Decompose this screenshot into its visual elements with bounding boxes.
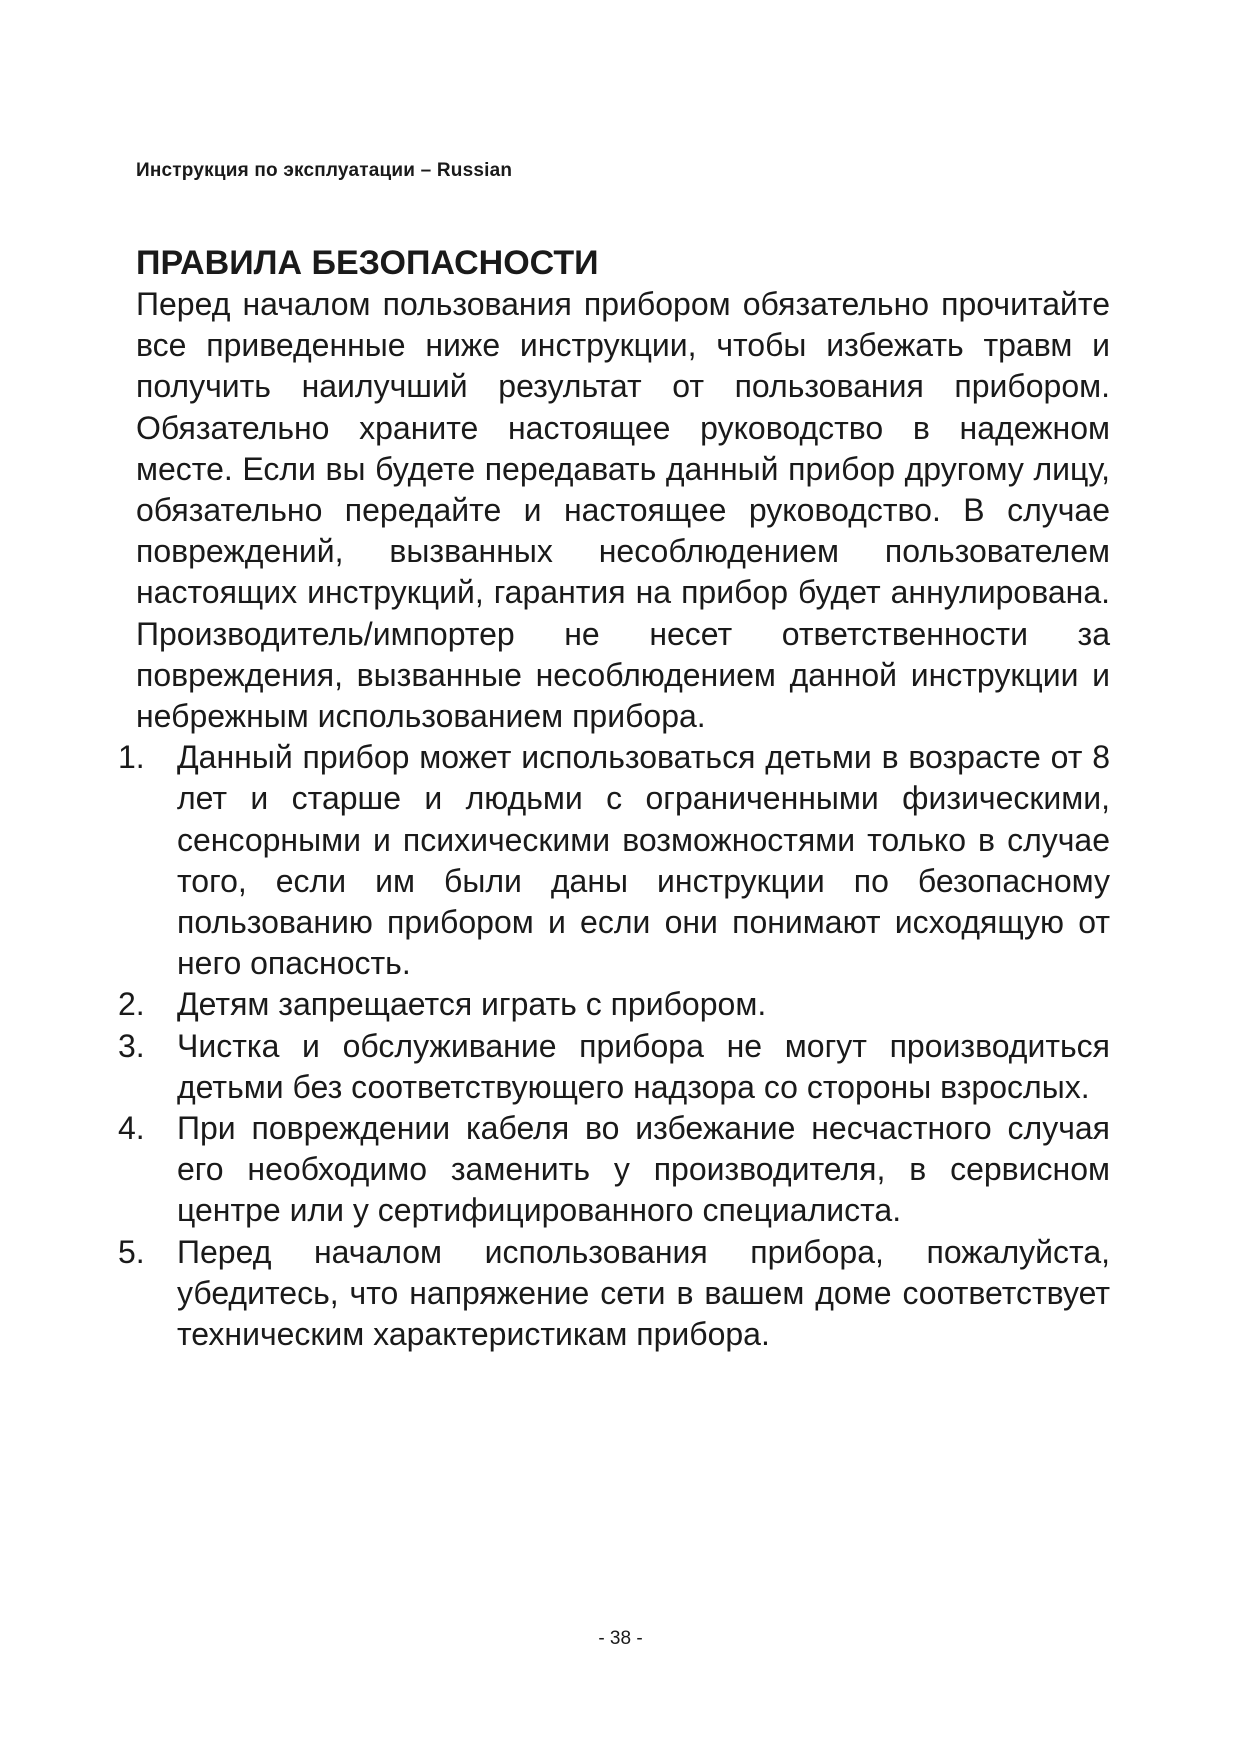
page-header: Инструкция по эксплуатации – Russian	[136, 160, 513, 181]
rule-item	[118, 737, 1110, 984]
rule-number: 1.	[118, 739, 145, 776]
rule-text: Детям запрещается играть с прибором.	[177, 986, 767, 1023]
rule-item	[118, 1232, 1110, 1356]
rule-item	[118, 1026, 1110, 1108]
page-number: - 38 -	[598, 1628, 643, 1649]
rule-text: Чистка и обслуживание прибора не могут производиться детьми без соответствующего надзора со стороны взрослых.	[177, 1027, 1110, 1105]
rule-text: Данный прибор может использоваться детьми в возрасте от 8 лет и старше и людьми с ограниченными физическими, сенсорными и психическими возможностями только в случае того, если им были даны инструкции по безопасному пользованию прибором и если они понимают исходящую от него опасность.	[177, 739, 1110, 982]
rule-text: Перед началом использования прибора, пожалуйста, убедитесь, что напряжение сети в вашем доме соответствует техническим характеристикам прибора.	[177, 1233, 1110, 1353]
intro-paragraph: Перед началом пользования прибором обязательно прочитайте все приведенные ниже инструкции, чтобы избежать травм и получить наилучший результат от пользования прибором. Обязательно храните настоящее руководство в надежном месте. Если вы будете передавать данный прибор другому лицу, обязательно передайте и настоящее руководство. В случае повреждений, вызванных несоблюдением пользователем настоящих инструкций, гарантия на прибор будет аннулирована. Производитель/импортер не несет ответственности за повреждения, вызванные несоблюдением данной инструкции и небрежным использованием прибора.	[136, 286, 1110, 735]
rule-number: 4.	[118, 1110, 145, 1147]
rule-text: При повреждении кабеля во избежание несчастного случая его необходимо заменить у производителя, в сервисном центре или у сертифицированного специалиста.	[177, 1110, 1110, 1229]
rule-item	[118, 984, 1110, 1025]
rule-number: 5.	[118, 1233, 145, 1270]
safety-section	[118, 242, 1110, 1355]
rule-number: 3.	[118, 1027, 145, 1064]
rule-number: 2.	[118, 986, 145, 1023]
rule-item	[118, 1108, 1110, 1232]
safety-rules-list	[118, 737, 1110, 1355]
section-title: ПРАВИЛА БЕЗОПАСНОСТИ	[136, 244, 599, 282]
